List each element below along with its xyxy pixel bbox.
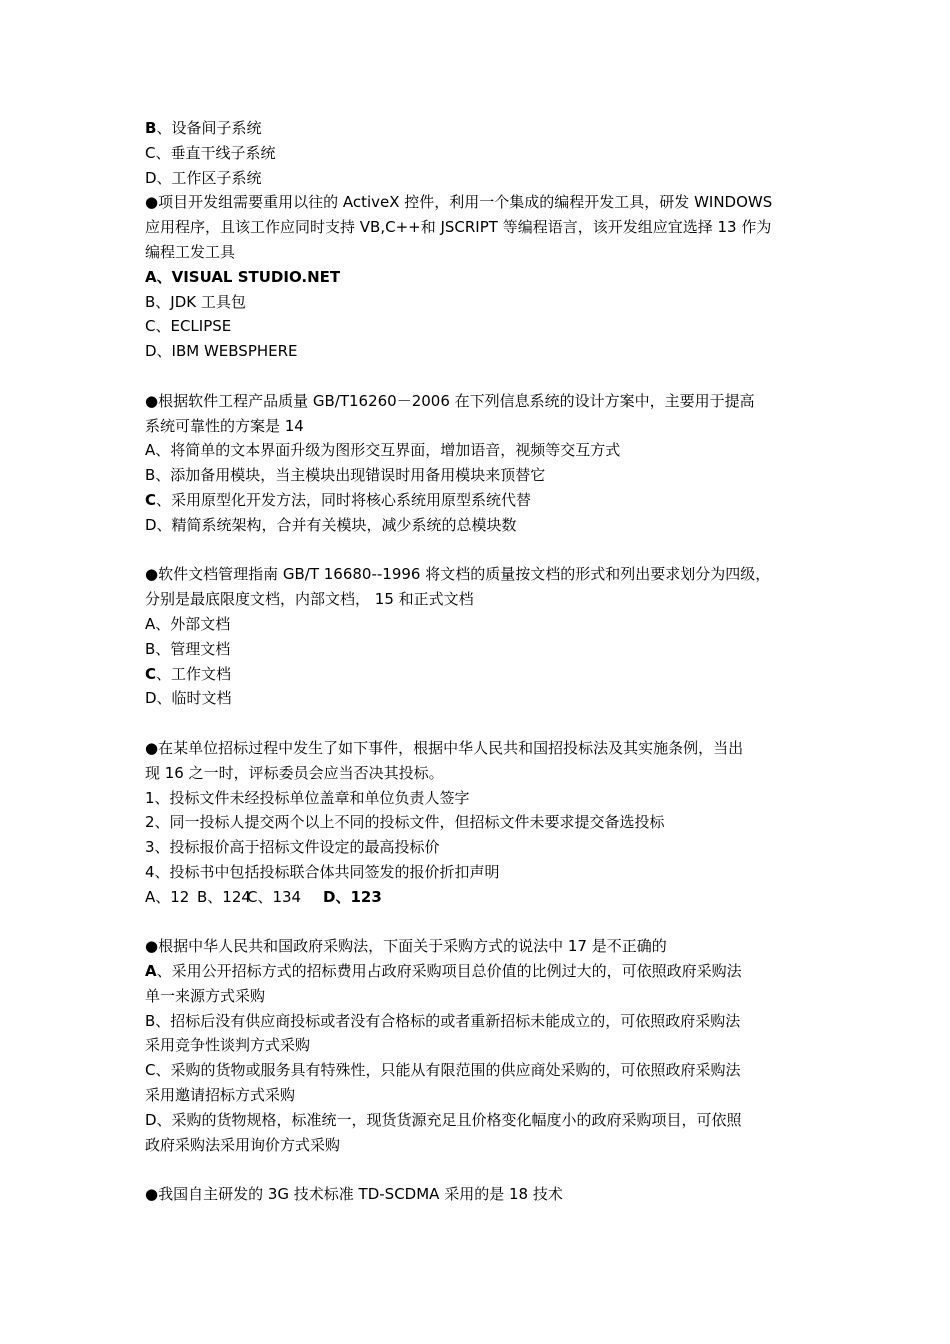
- line-text: C、垂直干线子系统: [145, 143, 276, 162]
- line-text: A、外部文档: [145, 614, 231, 633]
- line-text: 2、同一投标人提交两个以上不同的投标文件，但招标文件未要求提交备选投标: [145, 813, 665, 832]
- text-line: [145, 215, 825, 240]
- text-line: [145, 637, 825, 662]
- line-text: 3、投标报价高于招标文件设定的最高投标价: [145, 838, 440, 857]
- line-text: D、工作区子系统: [145, 168, 262, 187]
- line-text: ●根据中华人民共和国政府采购法，下面关于采购方式的说法中 17 是不正确的: [145, 937, 667, 956]
- line-text: B、JDK 工具包: [145, 292, 246, 311]
- line-text: 1、投标文件未经投标单位盖章和单位负责人签字: [145, 788, 470, 807]
- line-text: A、将简单的文本界面升级为图形交互界面，增加语音，视频等交互方式: [145, 441, 621, 460]
- line-text: 政府采购法采用询价方式采购: [145, 1135, 341, 1154]
- line-text: C、ECLIPSE: [145, 317, 232, 336]
- text-line: [145, 339, 825, 364]
- line-text: 系统可靠性的方案是 14: [145, 416, 304, 435]
- text-line: [145, 141, 825, 166]
- text-line: [145, 1058, 825, 1083]
- line-text: ●根据软件工程产品质量 GB/T16260－2006 在下列信息系统的设计方案中，主要用于提高: [145, 391, 755, 410]
- line-text: 、工作文档: [156, 664, 232, 683]
- text-line: [145, 414, 825, 439]
- paragraph-gap: [145, 364, 825, 389]
- text-line: [145, 116, 825, 141]
- text-line: [145, 463, 825, 488]
- line-text: 现 16 之一时，评标委员会应当否决其投标。: [145, 763, 444, 782]
- line-text: 分别是最底限度文档，内部文档， 15 和正式文档: [145, 590, 474, 609]
- paragraph-gap: [145, 711, 825, 736]
- answer-option: C、134: [247, 887, 302, 906]
- answer-options-row: [145, 885, 825, 910]
- text-line: [145, 934, 825, 959]
- line-text: B、添加备用模块，当主模块出现错误时用备用模块来顶替它: [145, 466, 546, 485]
- text-line: [145, 860, 825, 885]
- line-text: 单一来源方式采购: [145, 986, 266, 1005]
- text-line: [145, 761, 825, 786]
- line-text: 采用竞争性谈判方式采购: [145, 1036, 311, 1055]
- line-text: ●在某单位招标过程中发生了如下事件，根据中华人民共和国招投标法及其实施条例，当出: [145, 738, 744, 757]
- line-text: ●软件文档管理指南 GB/T 16680--1996 将文档的质量按文档的形式和列出要求划分为四级，: [145, 565, 771, 584]
- line-text: D、采购的货物规格，标准统一，现货货源充足且价格变化幅度小的政府采购项目，可依照: [145, 1110, 742, 1129]
- line-text: 编程工发工具: [145, 242, 236, 261]
- text-line: [145, 265, 825, 290]
- text-line: [145, 1133, 825, 1158]
- text-line: [145, 1083, 825, 1108]
- text-line: [145, 513, 825, 538]
- text-line: [145, 1182, 825, 1207]
- line-text: D、IBM WEBSPHERE: [145, 342, 298, 361]
- text-line: [145, 612, 825, 637]
- option-letter: C: [145, 490, 157, 509]
- line-text: D、临时文档: [145, 689, 232, 708]
- line-text: 应用程序，且该工作应同时支持 VB,C++和 JSCRIPT 等编程语言，该开发组应宜选择 13 作为: [145, 218, 772, 237]
- text-line: [145, 835, 825, 860]
- line-text: 采用邀请招标方式采购: [145, 1086, 296, 1105]
- paragraph-gap: [145, 910, 825, 935]
- text-line: [145, 389, 825, 414]
- text-line: [145, 488, 825, 513]
- text-line: [145, 736, 825, 761]
- text-line: [145, 686, 825, 711]
- line-text: 、采用原型化开发方法，同时将核心系统用原型系统代替: [156, 490, 532, 509]
- text-line: [145, 190, 825, 215]
- text-line: [145, 587, 825, 612]
- text-line: [145, 314, 825, 339]
- line-text: B、管理文档: [145, 639, 231, 658]
- text-line: [145, 166, 825, 191]
- line-text: ●我国自主研发的 3G 技术标准 TD-SCDMA 采用的是 18 技术: [145, 1185, 563, 1204]
- paragraph-gap: [145, 538, 825, 563]
- line-text: A、VISUAL STUDIO.NET: [145, 267, 341, 286]
- text-line: [145, 1009, 825, 1034]
- line-text: C、采购的货物或服务具有特殊性，只能从有限范围的供应商处采购的，可依照政府采购法: [145, 1061, 741, 1080]
- paragraph-gap: [145, 1157, 825, 1182]
- text-line: [145, 1108, 825, 1133]
- document-page: [145, 116, 825, 1207]
- line-text: D、精简系统架构，合并有关模块，减少系统的总模块数: [145, 515, 517, 534]
- line-text: B、招标后没有供应商投标或者没有合格标的或者重新招标未能成立的，可依照政府采购法: [145, 1011, 741, 1030]
- text-line: [145, 562, 825, 587]
- option-letter: C: [145, 664, 157, 683]
- text-line: [145, 438, 825, 463]
- text-line: [145, 810, 825, 835]
- line-text: 、设备间子系统: [156, 119, 262, 137]
- text-line: [145, 290, 825, 315]
- option-letter: B: [145, 119, 157, 137]
- text-line: [145, 786, 825, 811]
- text-line: [145, 1033, 825, 1058]
- line-text: ●项目开发组需要重用以往的 ActiveX 控件，利用一个集成的编程开发工具，研发 WINDOWS: [145, 193, 773, 212]
- answer-option: B、124: [197, 887, 251, 906]
- text-line: [145, 662, 825, 687]
- line-text: 、采用公开招标方式的招标费用占政府采购项目总价值的比例过大的，可依照政府采购法: [156, 962, 742, 981]
- line-text: 4、投标书中包括投标联合体共同签发的报价折扣声明: [145, 862, 500, 881]
- answer-option: D、123: [323, 887, 382, 906]
- text-line: [145, 240, 825, 265]
- answer-option: A、12: [145, 887, 190, 906]
- text-line: [145, 984, 825, 1009]
- option-letter: A: [145, 962, 157, 981]
- text-line: [145, 959, 825, 984]
